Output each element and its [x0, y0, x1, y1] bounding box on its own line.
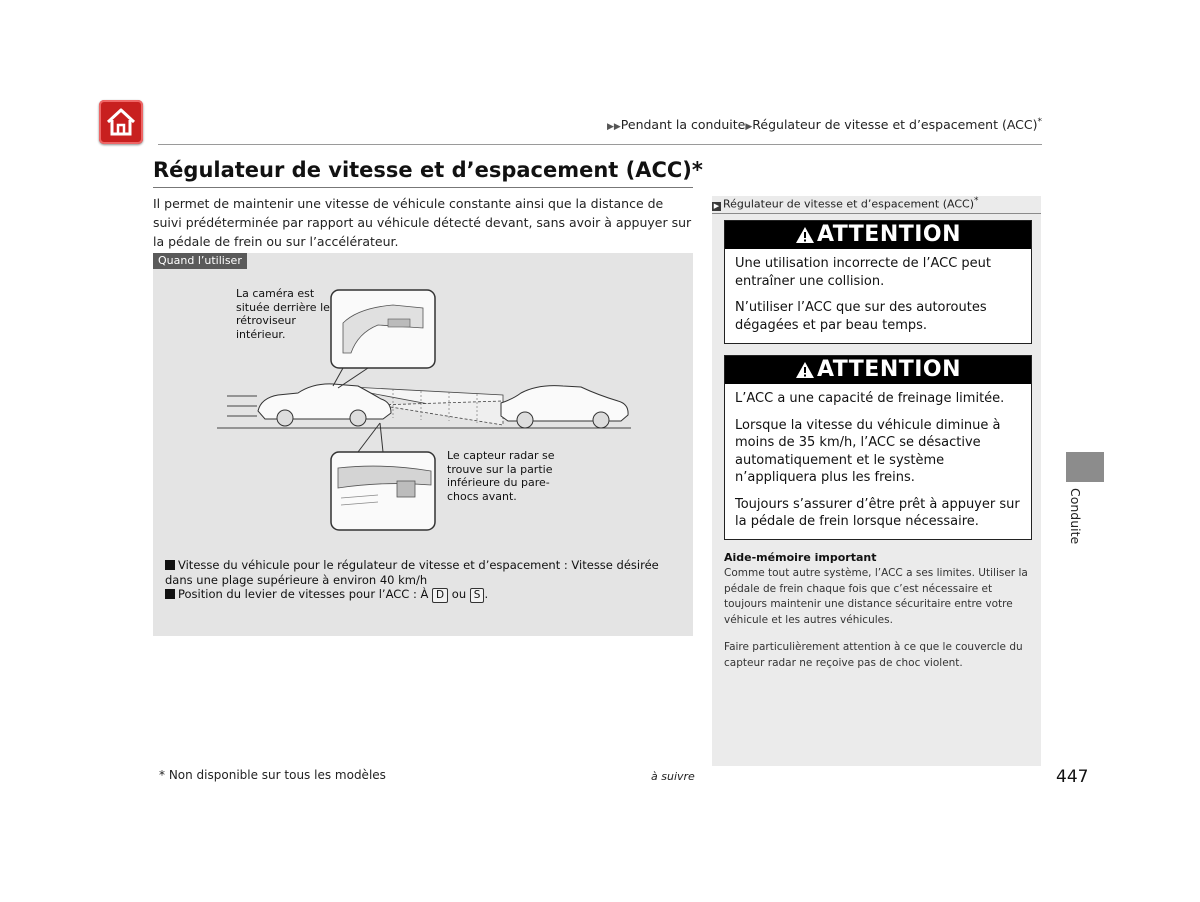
warning-header	[725, 356, 1031, 384]
section-tab-marker[interactable]	[1066, 452, 1104, 482]
gear-or-text: ou	[451, 587, 467, 601]
breadcrumb-current: Régulateur de vitesse et d’espacement (ACC)	[752, 117, 1038, 133]
sidebar-reference-star: *	[974, 196, 979, 206]
camera-callout: La caméra est située derrière le rétroviseur intérieur.	[236, 287, 330, 341]
acc-illustration-panel	[153, 253, 693, 636]
warning-text: L’ACC a une capacité de freinage limitée.	[735, 391, 1005, 406]
warning-box-1	[724, 220, 1032, 344]
memo-title: Aide-mémoire important	[724, 551, 877, 564]
warning-triangle-icon	[795, 361, 815, 379]
footnote: * Non disponible sur tous les modèles	[159, 768, 386, 782]
warning-text: N’utiliser l’ACC que sur des autoroutes dégagées et par beau temps.	[735, 300, 987, 333]
memo-text: Faire particulièrement attention à ce que le couvercle du capteur radar ne reçoive pas de choc violent.	[724, 641, 1023, 669]
header-divider	[158, 144, 1042, 145]
gear-s-badge: S	[470, 588, 485, 603]
home-icon	[105, 106, 137, 138]
sidebar-notes	[712, 196, 1041, 766]
warning-triangle-icon	[795, 226, 815, 244]
continue-indicator: à suivre	[651, 770, 695, 783]
gear-end-text: .	[484, 587, 489, 601]
section-tab-label: Conduite	[1068, 488, 1083, 545]
speed-condition-note	[165, 558, 685, 587]
warning-text: Une utilisation incorrecte de l’ACC peut entraîner une collision.	[735, 256, 991, 289]
intro-paragraph: Il permet de maintenir une vitesse de véhicule constante ainsi que la distance de suivi prédéterminée par rapport au véhicule détecté devant, sans avoir à appuyer sur la pédale de frein ou sur l’accélérateur.	[153, 196, 692, 249]
warning-text: Toujours s’assurer d’être prêt à appuyer sur la pédale de frein lorsque nécessaire.	[735, 496, 1020, 529]
radar-callout: Le capteur radar se trouve sur la partie inférieure du pare-chocs avant.	[447, 449, 555, 503]
page-number: 447	[1056, 767, 1089, 787]
bullet-square-icon	[165, 589, 175, 599]
gear-d-badge: D	[432, 588, 448, 603]
breadcrumb-star: *	[1037, 117, 1042, 127]
sidebar-reference	[712, 196, 1041, 212]
breadcrumb	[607, 117, 1042, 132]
page-title: Régulateur de vitesse et d’espacement (ACC)*	[153, 158, 703, 182]
warning-title: ATTENTION	[816, 222, 962, 247]
sidebar-reference-title: Régulateur de vitesse et d’espacement (ACC)	[723, 197, 974, 211]
breadcrumb-link-driving[interactable]: Pendant la conduite	[620, 117, 746, 133]
sidebar-divider	[712, 213, 1041, 214]
bullet-square-icon	[165, 560, 175, 570]
gear-condition-text: Position du levier de vitesses pour l’ACC : À	[178, 587, 429, 601]
home-button[interactable]	[99, 100, 143, 144]
acc-diagram	[153, 253, 693, 553]
memo-text: Comme tout autre système, l’ACC a ses limites. Utiliser la pédale de frein chaque fois que c’est nécessaire et toujours maintenir une distance sécuritaire entre votre véhicule et les autres véhicules.	[724, 567, 1028, 626]
warning-title: ATTENTION	[816, 357, 962, 382]
figure-tag: Quand l’utiliser	[153, 253, 247, 269]
warning-box-2	[724, 355, 1032, 540]
gear-condition-note	[165, 587, 685, 603]
reference-arrow-icon: ▶	[713, 201, 720, 210]
warning-header	[725, 221, 1031, 249]
title-divider	[153, 187, 693, 188]
warning-text: Lorsque la vitesse du véhicule diminue à moins de 35 km/h, l’ACC se désactive automatiquement et le système n’appliquera plus les freins.	[735, 417, 1001, 485]
chevron-right-icon: ▶	[745, 122, 753, 133]
chevron-right-icon: ▶▶	[606, 122, 621, 133]
speed-condition-text: Vitesse du véhicule pour le régulateur de vitesse et d’espacement : Vitesse désirée dans une plage supérieure à environ 40 km/h	[165, 558, 659, 587]
